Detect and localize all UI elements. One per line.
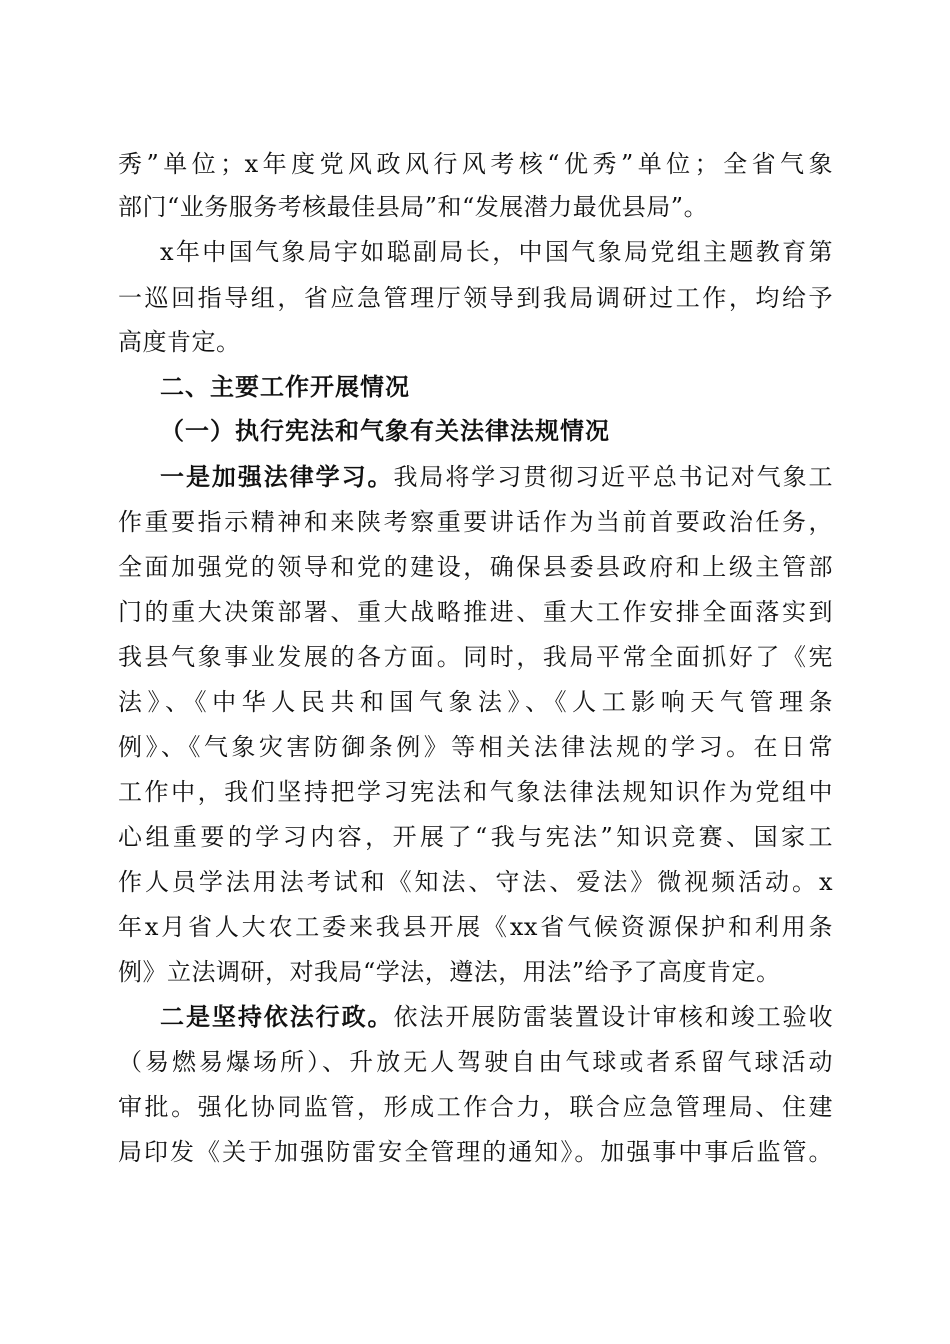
para2-line-3: 高度肯定。 [118,328,241,356]
subsection-heading: （一）执行宪法和气象有关法律法规情况 [160,416,610,445]
para4-line-1-rest: 依法开展防雷装置设计审核和竣工验收 [393,1003,834,1031]
para3-line-5: 我县气象事业发展的各方面。同时，我局平常全面抓好了《宪 [118,643,833,671]
para1-line-1: 秀”单位；x年度党风政风行风考核“优秀”单位；全省气象 [118,150,833,178]
para2-line-2: 一巡回指导组，省应急管理厅领导到我局调研过工作，均给予 [118,284,833,312]
para3-line-1-rest: 我局将学习贯彻习近平总书记对气象工 [393,463,834,491]
para3-lead: 一是加强法律学习。 [160,462,394,491]
para3-line-11: 年x月省人大农工委来我县开展《xx省气候资源保护和利用条 [118,913,833,941]
para4-lead: 二是坚持依法行政。 [160,1002,394,1031]
para3-line-2: 作重要指示精神和来陕考察重要讲话作为当前首要政治任务， [118,508,833,536]
section-heading: 二、主要工作开展情况 [160,373,410,401]
para3-line-8: 工作中，我们坚持把学习宪法和气象法律法规知识作为党组中 [118,778,833,806]
para3-line-1 [160,459,833,495]
para3-line-6: 法》、《中华人民共和国气象法》、《人工影响天气管理条 [118,688,833,716]
para3-line-9: 心组重要的学习内容，开展了“我与宪法”知识竞赛、国家工 [118,823,833,851]
para4-line-3: 审批。强化协同监管，形成工作合力，联合应急管理局、住建 [118,1093,833,1121]
para4-line-4: 局印发《关于加强防雷安全管理的通知》。加强事中事后监管。 [118,1138,833,1166]
para1-line-2: 部门“业务服务考核最佳县局”和“发展潜力最优县局”。 [118,193,709,221]
para4-line-2: （易燃易爆场所）、升放无人驾驶自由气球或者系留气球活动 [118,1048,833,1076]
para4-line-1 [160,999,833,1035]
para3-line-4: 门的重大决策部署、重大战略推进、重大工作安排全面落实到 [118,598,833,626]
para2-line-1: x年中国气象局宇如聪副局长，中国气象局党组主题教育第 [160,238,833,266]
para3-line-3: 全面加强党的领导和党的建设，确保县委县政府和上级主管部 [118,553,833,581]
para3-line-12: 例》立法调研，对我局“学法，遵法，用法”给予了高度肯定。 [118,958,781,986]
para3-line-7: 例》、《气象灾害防御条例》等相关法律法规的学习。在日常 [118,733,833,761]
para3-line-10: 作人员学法用法考试和《知法、守法、爱法》微视频活动。x [118,868,833,896]
